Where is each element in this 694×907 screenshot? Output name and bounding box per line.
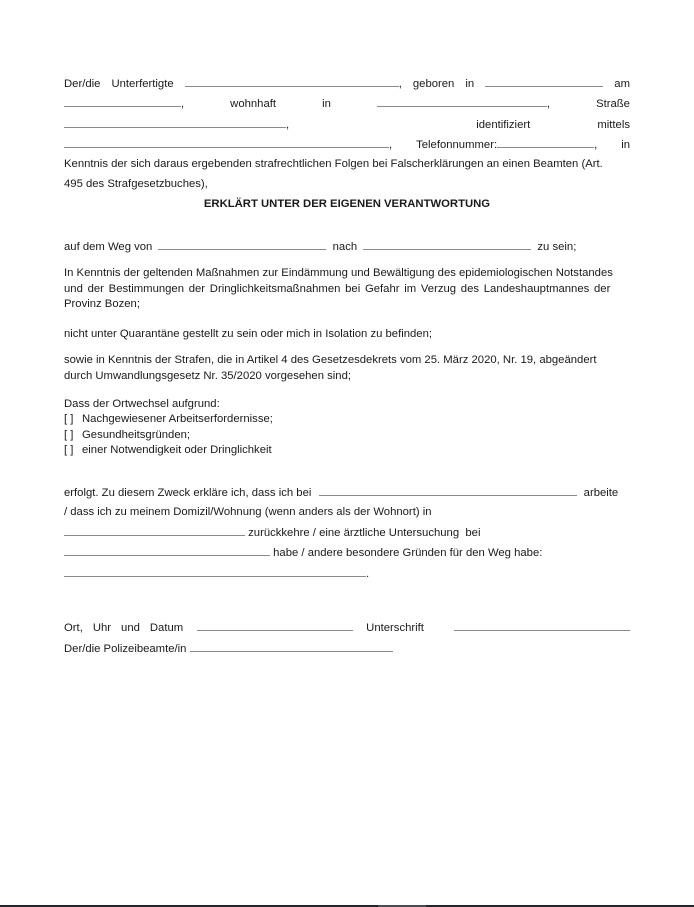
checkbox-icon[interactable]: [ ] xyxy=(64,413,74,426)
intro-line-4 xyxy=(64,137,630,152)
other-reasons-field[interactable] xyxy=(64,566,366,577)
signature-text: Datum xyxy=(149,622,184,634)
penalties-line-1: sowie in Kenntnis der Strafen, die in Artikel 4 des Gesetzesdekrets vom 25. März 2020, Nr. 19, abgeändert xyxy=(64,354,597,366)
purpose-text: arbeite xyxy=(583,487,619,499)
intro-line-5: Kenntnis der sich daraus ergebenden strafrechtlichen Folgen bei Falscherklärungen an einen Beamten (Art. xyxy=(64,158,603,170)
measures-paragraph xyxy=(64,266,630,313)
intro-text: mittels xyxy=(597,119,630,131)
comma: , xyxy=(398,78,402,90)
signature-text: Uhr xyxy=(92,622,112,634)
measures-line-2: und der Bestimmungen der Dringlichkeitsmaßnahmen bei Gefahr im Verzug des Landeshauptmannes der xyxy=(64,282,611,295)
route-text: auf dem Weg von xyxy=(64,241,153,253)
intro-text: in xyxy=(322,98,331,110)
route-text: zu sein; xyxy=(537,241,577,253)
intro-line-2 xyxy=(64,96,630,111)
comma: , xyxy=(594,139,598,151)
declaration-title: ERKLÄRT UNTER DER EIGENEN VERANTWORTUNG xyxy=(203,198,491,210)
reason-item-necessity[interactable] xyxy=(64,443,630,458)
domicile-field[interactable] xyxy=(64,525,245,536)
intro-text: identifiziert xyxy=(476,119,531,131)
purpose-line-1 xyxy=(64,485,630,500)
penalties-paragraph xyxy=(64,353,630,384)
intro-line-6: 495 des Strafgesetzbuches), xyxy=(64,178,208,190)
birthplace-field[interactable] xyxy=(485,76,603,87)
signature-text: und xyxy=(121,622,140,634)
purpose-line-4 xyxy=(64,545,630,560)
intro-text: geboren xyxy=(412,78,455,90)
street-field[interactable] xyxy=(64,117,286,128)
intro-text: Straße xyxy=(596,98,630,110)
penalties-line-2: durch Umwandlungsgesetz Nr. 35/2020 vorgesehen sind; xyxy=(64,369,351,382)
purpose-text: zurückkehre / eine ärztliche Untersuchung bei xyxy=(248,527,481,539)
purpose-line-3 xyxy=(64,525,630,540)
employer-field[interactable] xyxy=(319,485,577,496)
intro-line-3 xyxy=(64,117,630,132)
signature-field[interactable] xyxy=(454,620,630,631)
place-time-date-field[interactable] xyxy=(197,620,353,631)
intro-line-1 xyxy=(64,76,630,91)
to-field[interactable] xyxy=(363,239,531,250)
comma: , xyxy=(286,119,290,131)
reason-item-health[interactable] xyxy=(64,428,630,443)
phone-field[interactable] xyxy=(497,137,594,148)
residence-field[interactable] xyxy=(377,96,547,107)
comma: , xyxy=(546,98,551,110)
purpose-text: habe / andere besondere Gründen für den Weg habe: xyxy=(273,547,543,559)
signature-text: Ort, xyxy=(64,622,83,634)
officer-label: Der/die Polizeibeamte/in xyxy=(64,643,187,655)
checkbox-icon[interactable]: [ ] xyxy=(64,443,74,456)
period: . xyxy=(366,568,370,580)
intro-text: Telefonnummer: xyxy=(416,139,498,151)
reasons-heading: Dass der Ortwechsel aufgrund: xyxy=(64,398,220,410)
signature-text: Unterschrift xyxy=(366,622,424,634)
purpose-line-2: / dass ich zu meinem Domizil/Wohnung (wenn anders als der Wohnort) in xyxy=(64,506,432,518)
intro-text: in xyxy=(465,78,475,90)
comma: , xyxy=(181,98,185,110)
purpose-text: erfolgt. Zu diesem Zweck erkläre ich, dass ich bei xyxy=(64,487,312,499)
measures-line-1 xyxy=(64,266,630,282)
route-text: nach xyxy=(332,241,358,253)
measures-line-3: Provinz Bozen; xyxy=(64,298,140,310)
intro-text: in xyxy=(621,139,630,151)
intro-text: Der/die xyxy=(64,78,101,90)
intro-text: Unterfertigte xyxy=(111,78,174,90)
text: In Kenntnis der geltenden Maßnahmen zur Eindämmung und Bewältigung des epidemiologischen Notstandes xyxy=(64,267,613,279)
intro-text: am xyxy=(614,78,630,90)
officer-signature-field[interactable] xyxy=(190,641,393,652)
reason-label: einer Notwendigkeit oder Dringlichkeit xyxy=(82,443,272,456)
from-field[interactable] xyxy=(158,239,326,250)
checkbox-icon[interactable]: [ ] xyxy=(64,428,74,441)
intro-text: wohnhaft xyxy=(230,98,277,110)
birthdate-field[interactable] xyxy=(64,96,181,107)
reason-label: Gesundheitsgründen; xyxy=(82,428,191,441)
signature-line xyxy=(64,620,630,635)
route-line xyxy=(64,239,630,254)
purpose-line-5 xyxy=(64,566,630,581)
officer-line xyxy=(64,641,630,656)
reasons-section xyxy=(64,397,630,458)
quarantine-statement: nicht unter Quarantäne gestellt zu sein oder mich in Isolation zu befinden; xyxy=(64,328,432,340)
name-field[interactable] xyxy=(185,76,399,87)
id-document-field[interactable] xyxy=(64,137,389,148)
reason-item-work[interactable] xyxy=(64,412,630,427)
reason-label: Nachgewiesener Arbeitserfordernisse; xyxy=(82,413,273,426)
doctor-field[interactable] xyxy=(64,545,270,556)
comma: , xyxy=(389,139,393,151)
